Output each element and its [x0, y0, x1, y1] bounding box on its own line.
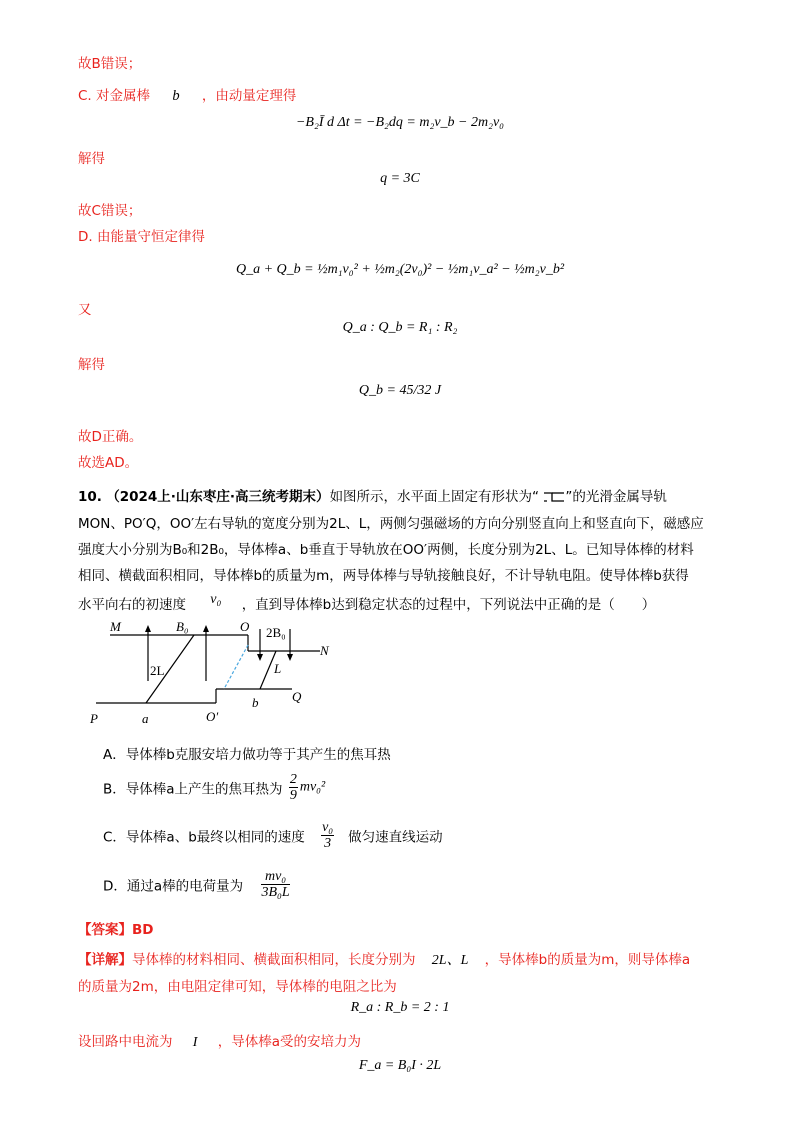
- label-a: a: [142, 711, 149, 726]
- label-b: b: [252, 695, 259, 710]
- question-10-line5: [78, 593, 655, 614]
- energy-equation: Q_a + Q_b = ½m₁v₀² + ½m₂(2v₀)² − ½m₁v_a² − ½m₂v_b²: [235, 262, 565, 277]
- option-c-denominator: 3: [324, 836, 332, 851]
- label-2B0: 2B₀: [266, 625, 286, 640]
- option-b[interactable]: [103, 772, 325, 803]
- label-O: O: [240, 619, 250, 634]
- option-c-tail: 做匀速直线运动: [348, 829, 443, 846]
- label-N: N: [320, 643, 329, 658]
- option-d-heading: D. 由能量守恒定律得: [78, 229, 205, 245]
- c-wrong-line: 故C错误；: [78, 203, 142, 219]
- option-b-denominator: 9: [289, 788, 297, 803]
- detail-label: 【详解】: [78, 952, 132, 968]
- answer-value: BD: [132, 922, 154, 938]
- question-10-line5a: 水平向右的初速度: [78, 597, 186, 613]
- option-d-denominator: 3B₀L: [261, 885, 290, 900]
- question-10-line4: 相同、横截面积相同，导体棒b的质量为m，两导体棒与导轨接触良好，不计导轨电阻。使导体棒b获得: [78, 568, 689, 584]
- detail-line1: [78, 948, 690, 969]
- option-c-head-text: C. 对金属棒: [78, 88, 151, 104]
- b-wrong-line: 故B错误；: [78, 56, 142, 72]
- resistance-ratio-equation: R_a : R_b = 2 : 1: [350, 1000, 450, 1015]
- option-d-fraction: [261, 869, 289, 900]
- rail-diagram: [88, 617, 348, 733]
- detail-lengths: 2L、L: [431, 953, 469, 968]
- question-10-line2: MON、PO′Q，OO′左右导轨的宽度分别为2L、L，两侧匀强磁场的方向分别竖直向上和竖直向下，磁感应: [78, 516, 704, 532]
- question-10-line1: [78, 485, 667, 505]
- option-b-numerator: 2: [289, 772, 297, 787]
- detail-text1a: 导体棒的材料相同、横截面积相同，长度分别为: [132, 952, 416, 968]
- option-c-numerator: v₀: [322, 820, 334, 835]
- answer-label: 【答案】: [78, 922, 132, 938]
- option-d[interactable]: [103, 869, 292, 900]
- label-L: L: [274, 661, 282, 676]
- momentum-equation: −B₂Ī d Δt = −B₂dq = m₂v_b − 2m₂v₀: [295, 115, 505, 130]
- detail-text3b: ，导体棒a受的安培力为: [217, 1034, 362, 1050]
- label-2L: 2L: [150, 663, 165, 678]
- question-number: 10.: [78, 489, 102, 505]
- answer-line: [78, 918, 154, 938]
- option-c-fraction: [321, 820, 334, 851]
- force-equation: F_a = B₀I · 2L: [358, 1058, 442, 1073]
- option-c[interactable]: [103, 820, 443, 851]
- detail-line3: [78, 1030, 361, 1051]
- option-c-tail-text: ，由动量定理得: [201, 88, 297, 104]
- label-O-prime: O′: [206, 709, 219, 724]
- option-d-text: D．通过a棒的电荷量为: [103, 878, 244, 895]
- option-b-tail: mv₀²: [299, 779, 326, 795]
- option-b-fraction: [289, 772, 298, 803]
- also-label: 又: [78, 302, 92, 318]
- question-10-line5b: ，直到导体棒b达到稳定状态的过程中，下列说法中正确的是（ ）: [241, 597, 656, 613]
- pick-line: 故选AD。: [78, 455, 139, 471]
- solve-label-1: 解得: [78, 151, 105, 167]
- detail-text3a: 设回路中电流为: [78, 1034, 173, 1050]
- option-c-heading: [78, 84, 296, 105]
- option-b-text: B．导体棒a上产生的焦耳热为: [103, 781, 283, 798]
- detail-text1b: ，导体棒b的质量为m，则导体棒a: [484, 952, 691, 968]
- ratio-equation: Q_a : Q_b = R₁ : R₂: [342, 320, 458, 335]
- option-a[interactable]: A．导体棒b克服安培力做功等于其产生的焦耳热: [103, 747, 391, 763]
- qb-equation: Q_b = 45/32 J: [358, 383, 442, 398]
- label-B0: B₀: [176, 619, 189, 634]
- question-10-line3: 强度大小分别为B₀和2B₀，导体棒a、b垂直于导轨放在OO′两侧，长度分别为2L、L。已知导体棒的材料: [78, 542, 694, 558]
- question-source: （2024上·山东枣庄·高三统考期末）: [106, 489, 330, 505]
- rail-shape-icon: [543, 490, 565, 504]
- detail-line2: 的质量为2m，由电阻定律可知，导体棒的电阻之比为: [78, 979, 397, 995]
- solve-label-2: 解得: [78, 357, 105, 373]
- d-right-line: 故D正确。: [78, 429, 143, 445]
- charge-equation: q = 3C: [380, 171, 420, 186]
- rod-b-symbol: b: [172, 88, 180, 104]
- option-d-numerator: mv₀: [261, 869, 289, 885]
- initial-velocity-symbol: v₀: [210, 592, 222, 607]
- current-symbol: I: [192, 1035, 198, 1050]
- label-M: M: [110, 619, 121, 634]
- question-stem-a: 如图所示，水平面上固定有形状为“: [329, 489, 540, 505]
- label-P: P: [90, 711, 98, 726]
- question-stem-b: ”的光滑金属导轨: [565, 489, 667, 505]
- option-c-text: C．导体棒a、b最终以相同的速度: [103, 829, 305, 846]
- label-Q: Q: [292, 689, 302, 704]
